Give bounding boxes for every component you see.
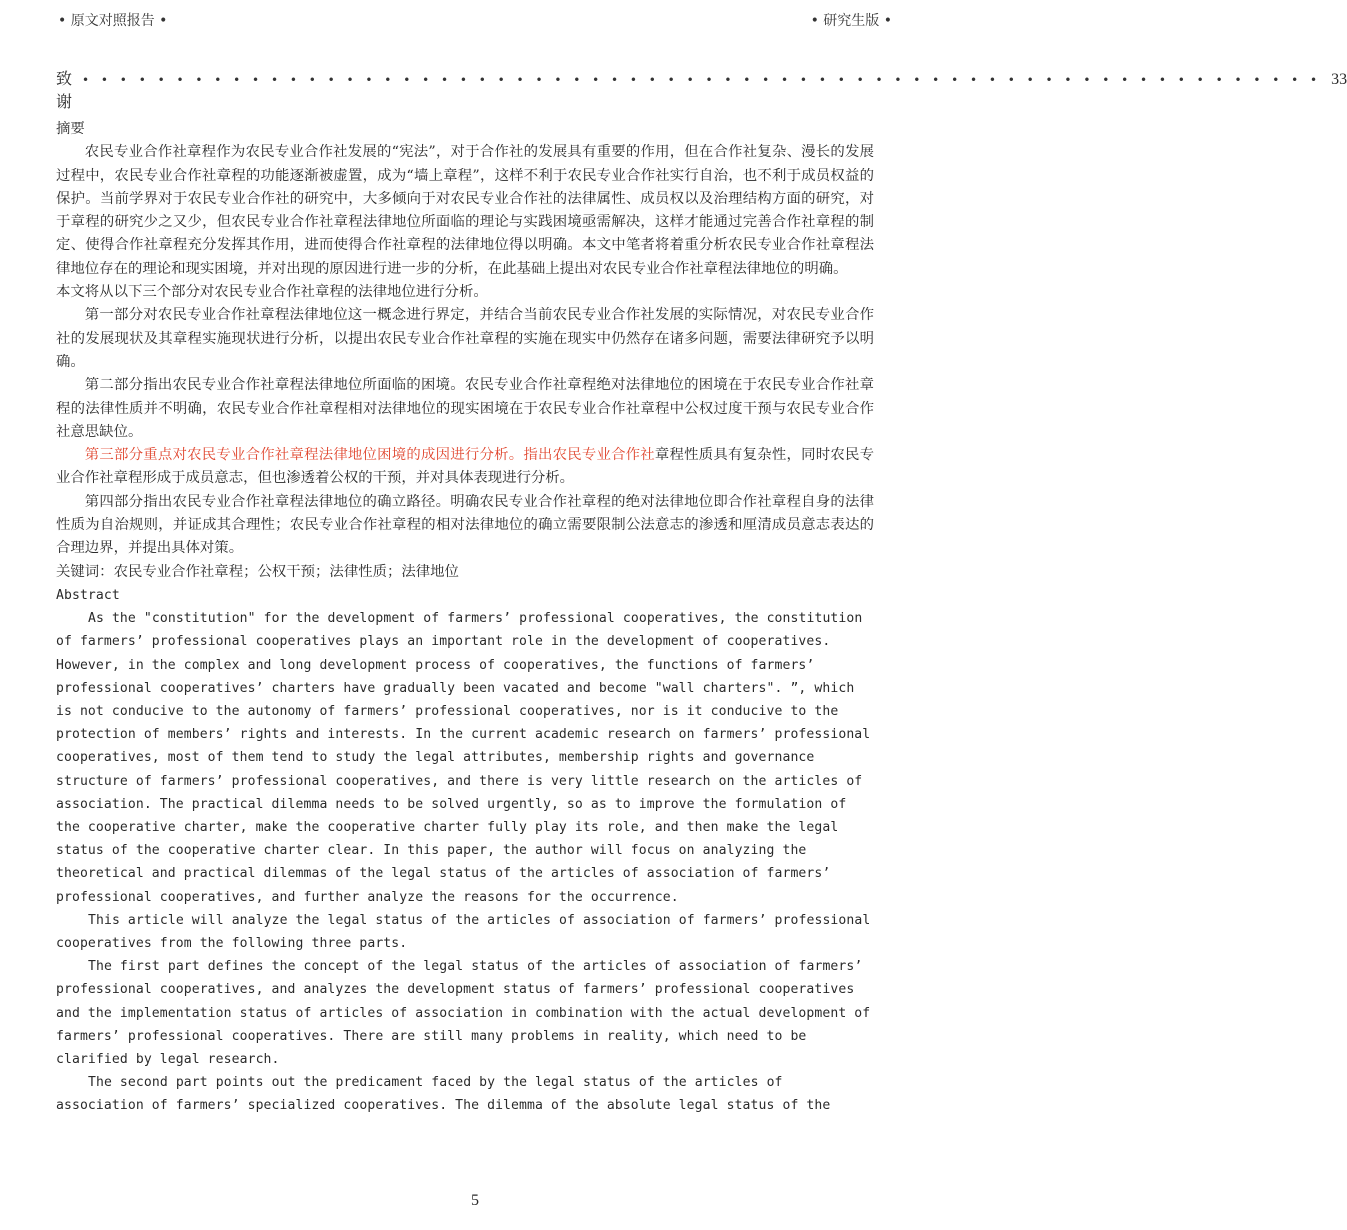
- toc-entry-label: 致谢: [56, 69, 73, 111]
- paragraph-5-rest: 章程性质具有复杂性，同时农民专业合作社章程形成于成员意志，但也渗透着公权的干预，并对具体表现进行分析。: [56, 447, 874, 487]
- english-abstract-paragraph-4: The second part points out the predicament faced by the legal status of the articles of association of farmers’ specialized cooperatives. The dilemma of the absolute legal status of the: [56, 1075, 831, 1114]
- page-body: [56, 118, 874, 1118]
- chinese-abstract-paragraph-3: 第一部分对农民专业合作社章程法律地位这一概念进行界定，并结合当前农民专业合作社发展的实际情况，对农民专业合作社的发展现状及其章程实施现状进行分析，以提出农民专业合作社章程的实施在现实中仍然存在诸多问题，需要法律研究予以明确。: [56, 307, 874, 370]
- english-abstract-paragraph-3: The first part defines the concept of the legal status of the articles of association of farmers’ professional cooperatives, and analyzes the development status of farmers’ professional cooperatives and the implementation status of articles of association in combination with the actual development of farmers’ professional cooperatives. There are still many problems in reality, which need to be clarified by legal research.: [56, 959, 871, 1067]
- toc-entry-page: 33: [1331, 71, 1347, 88]
- chinese-abstract-heading: 摘要: [56, 121, 85, 137]
- chinese-abstract-paragraph-1: 农民专业合作社章程作为农民专业合作社发展的“宪法”，对于合作社的发展具有重要的作用，但在合作社复杂、漫长的发展过程中，农民专业合作社章程的功能逐渐被虚置，成为“墙上章程”，这样不利于农民专业合作社实行自治，也不利于成员权益的保护。当前学界对于农民专业合作社的研究中，大多倾向于对农民专业合作社的法律属性、成员权以及治理结构方面的研究，对于章程的研究少之又少，但农民专业合作社章程法律地位所面临的理论与实践困境亟需解决，这样才能通过完善合作社章程的制定、使得合作社章程充分发挥其作用，进而使得合作社章程的法律地位得以明确。本文中笔者将着重分析农民专业合作社章程法律地位存在的理论和现实困境，并对出现的原因进行进一步的分析，在此基础上提出对农民专业合作社章程法律地位的明确。: [56, 144, 874, 277]
- page-number: 5: [471, 1192, 479, 1209]
- english-abstract-paragraph-1: As the "constitution" for the development of farmers’ professional cooperatives, the constitution of farmers’ professional cooperatives plays an important role in the development of cooperatives. However, in the complex and long development process of cooperatives, the functions of farmers’ professional cooperatives’ charters have gradually been vacated and become "wall charters". ”, which is not conducive to the autonomy of farmers’ professional cooperatives, nor is it conducive to the protection of members’ rights and interests. In the current academic research on farmers’ professional cooperatives, most of them tend to study the legal attributes, membership rights and governance structure of farmers’ professional cooperatives, and there is very little research on the articles of association. The practical dilemma needs to be solved urgently, so as to improve the formulation of the cooperative charter, make the cooperative charter fully play its role, and then make the legal status of the cooperative charter clear. In this paper, the author will focus on analyzing the theoretical and practical dilemmas of the legal status of the articles of association of farmers’ professional cooperatives, and further analyze the reasons for the occurrence.: [56, 611, 871, 905]
- toc-entry-acknowledgements[interactable]: [56, 66, 1347, 112]
- chinese-abstract-paragraph-5: [56, 444, 874, 491]
- chinese-keywords: 关键词：农民专业合作社章程；公权干预；法律性质；法律地位: [56, 563, 459, 580]
- toc-leader-dots: • • • • • • • • • • • • • • • • • • • • • • • • • • • • • • • • • • • • • • • • • • • • • • • • • • • • • • • • • • • • • • • • • •: [82, 73, 1322, 87]
- highlighted-match-text: 第三部分重点对农民专业合作社章程法律地位困境的成因进行分析。指出农民专业合作社: [84, 447, 655, 464]
- chinese-abstract-paragraph-6: 第四部分指出农民专业合作社章程法律地位的确立路径。明确农民专业合作社章程的绝对法律地位即合作社章程自身的法律性质为自治规则，并证成其合理性；农民专业合作社章程的相对法律地位的确立需要限制公法意志的渗透和厘清成员意志表达的合理边界，并提出具体对策。: [56, 493, 874, 557]
- chinese-abstract-paragraph-4: 第二部分指出农民专业合作社章程法律地位所面临的困境。农民专业合作社章程绝对法律地位的困境在于农民专业合作社章程的法律性质并不明确，农民专业合作社章程相对法律地位的现实困境在于农民专业合作社章程中公权过度干预与农民专业合作社意思缺位。: [56, 377, 874, 440]
- header-right-label: • 研究生版 •: [810, 13, 892, 29]
- english-abstract-heading: Abstract: [56, 587, 120, 603]
- english-abstract-paragraph-2: This article will analyze the legal status of the articles of association of farmers’ professional cooperatives from the following three parts.: [56, 912, 871, 951]
- page-header: [58, 10, 892, 30]
- chinese-abstract-paragraph-2: 本文将从以下三个部分对农民专业合作社章程的法律地位进行分析。: [56, 284, 488, 301]
- header-left-label: • 原文对照报告 •: [58, 13, 168, 29]
